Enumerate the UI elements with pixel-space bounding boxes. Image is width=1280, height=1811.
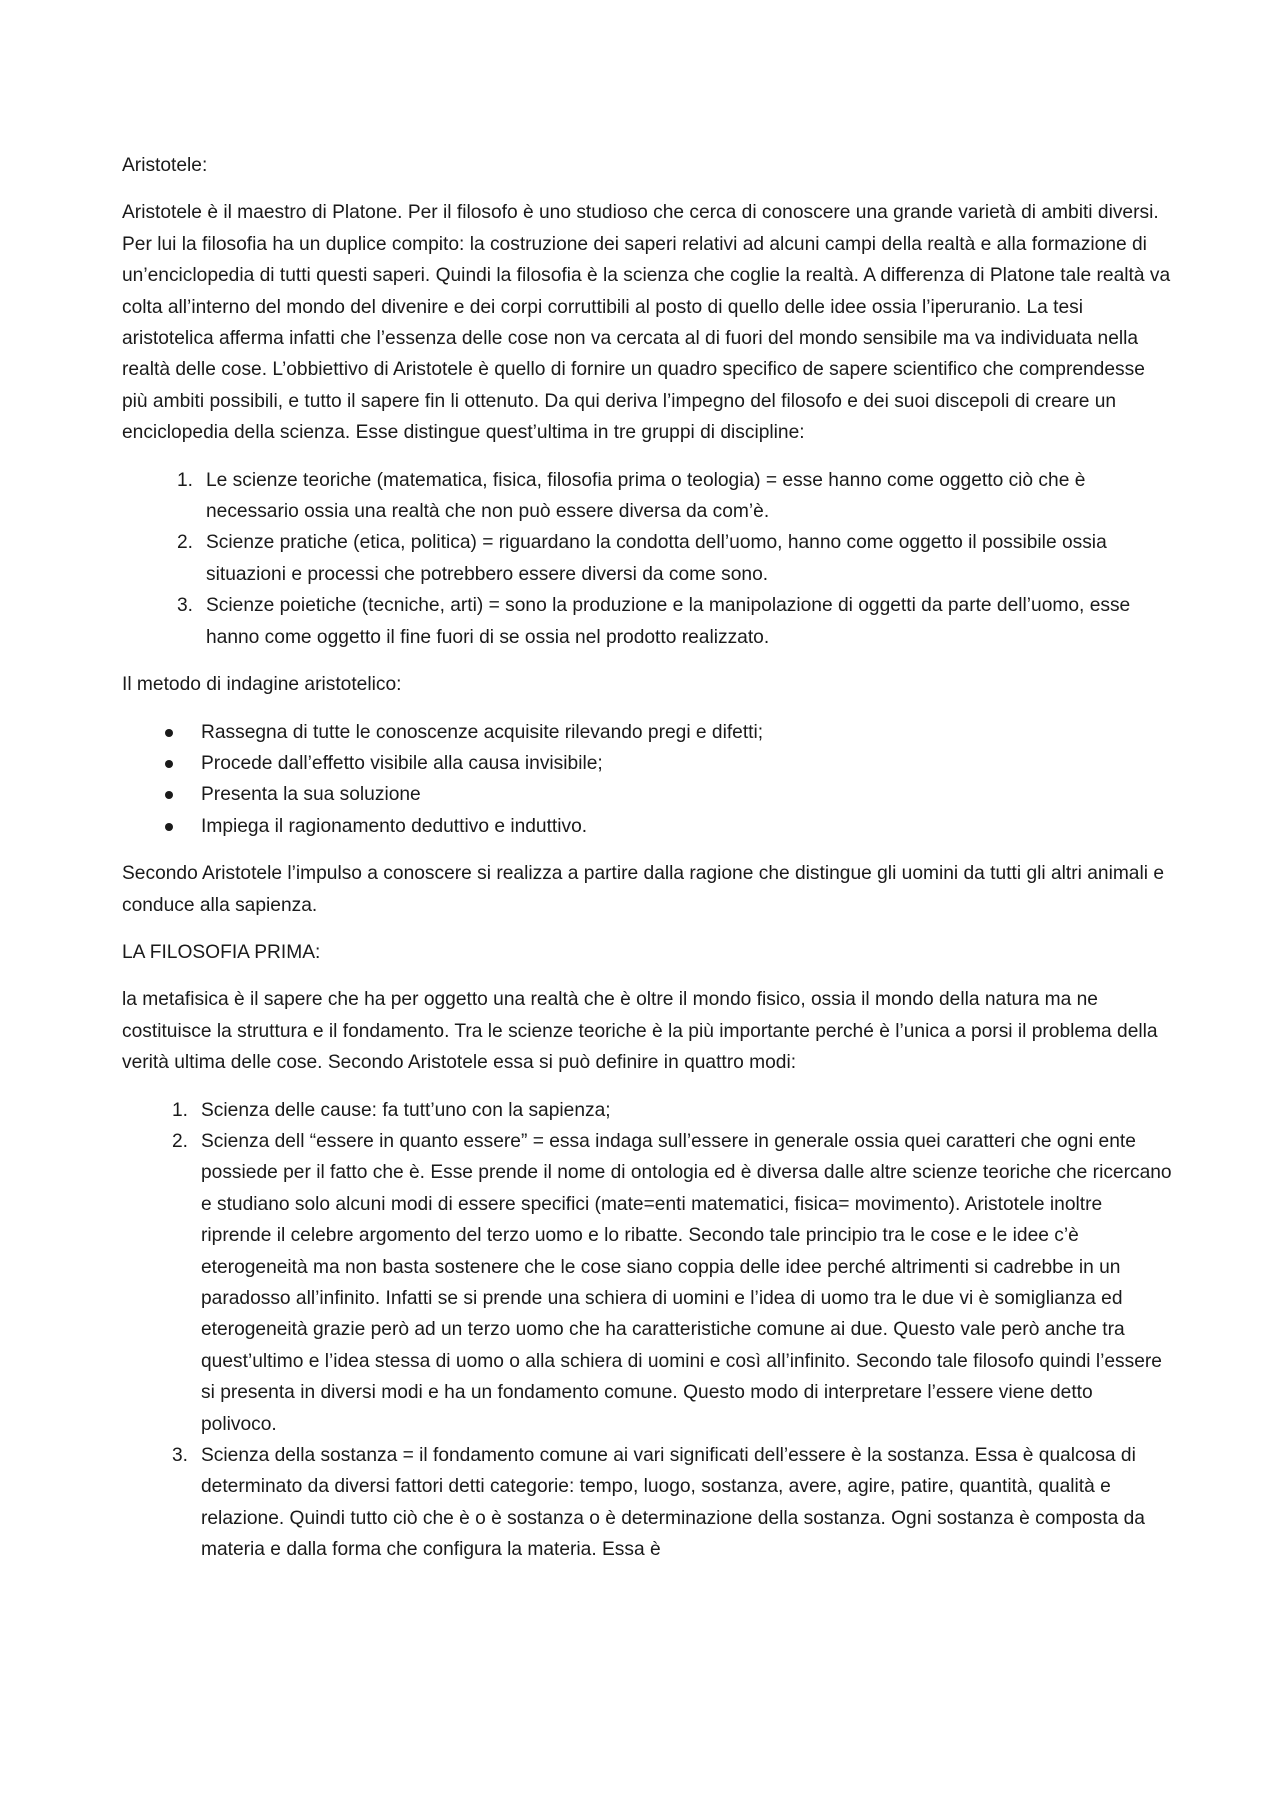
impulse-paragraph: Secondo Aristotele l’impulso a conoscere si realizza a partire dalla ragione che distingue gli uomini da tutti gli altri animali e conduce alla sapienza. <box>122 863 1165 916</box>
method-list <box>122 717 1172 843</box>
list-item-text: Scienza delle cause: fa tutt’uno con la sapienza; <box>201 1099 611 1121</box>
list-item-text: Le scienze teoriche (matematica, fisica, filosofia prima o teologia) = esse hanno come oggetto ciò che è necessario ossia una realtà che non può essere diversa da com’è. <box>206 469 1086 523</box>
list-item-text: Impiega il ragionamento deduttivo e induttivo. <box>201 815 588 837</box>
list-number: 3. <box>176 595 193 617</box>
list-item-text: Scienze pratiche (etica, politica) = riguardano la condotta dell’uomo, hanno come oggetto il possibile ossia situazioni e processi che potrebbero essere diversi da come sono. <box>206 532 1107 585</box>
bullet-icon <box>165 760 173 768</box>
list-item <box>171 1126 1172 1440</box>
list-item <box>201 748 1172 779</box>
bullet-icon <box>165 791 173 799</box>
list-item <box>201 779 1172 810</box>
document-page <box>122 150 1172 1582</box>
list-number: 1. <box>171 1099 188 1121</box>
list-item <box>171 1440 1172 1566</box>
list-item <box>171 1095 1172 1126</box>
list-number: 2. <box>171 1130 188 1152</box>
list-item <box>176 465 1172 528</box>
definitions-list <box>122 1095 1172 1566</box>
sciences-list <box>122 465 1172 653</box>
list-item-text: Scienze poietiche (tecniche, arti) = sono la produzione e la manipolazione di oggetti da parte dell’uomo, esse hanno come oggetto il fine fuori di se ossia nel prodotto realizzato. <box>206 595 1131 648</box>
list-number: 1. <box>176 469 193 491</box>
section-heading: LA FILOSOFIA PRIMA: <box>122 941 321 963</box>
bullet-icon <box>165 823 173 831</box>
list-item-text: Scienza della sostanza = il fondamento comune ai vari significati dell’essere è la sostanza. Essa è qualcosa di determinato da diversi fattori detti categorie: tempo, luogo, sostanza, avere, agire, patire, quantità, qualità e relazione. Quindi tutto ciò che è o è sostanza o è determinazione della sostanza. Ogni sostanza è composta da materia e dalla forma che configura la materia. Essa è <box>201 1445 1145 1561</box>
list-item <box>176 590 1172 653</box>
list-item <box>201 811 1172 842</box>
list-item <box>201 717 1172 748</box>
intro-paragraph: Aristotele è il maestro di Platone. Per il filosofo è uno studioso che cerca di conoscere una grande varietà di ambiti diversi. Per lui la filosofia ha un duplice compito: la costruzione dei saperi relativi ad alcuni campi della realtà e alla formazione di un’enciclopedia di tutti questi saperi. Quindi la filosofia è la scienza che coglie la realtà. A differenza di Platone tale realtà va colta all’interno del mondo del divenire e dei corpi corruttibili al posto di quello delle idee ossia l’iperuranio. La tesi aristotelica afferma infatti che l’essenza delle cose non va cercata al di fuori del mondo sensibile ma va individuata nella realtà delle cose. L’obbiettivo di Aristotele è quello di fornire un quadro specifico de sapere scientifico che comprendesse più ambiti possibili, e tutto il sapere fin li ottenuto. Da qui deriva l’impegno del filosofo e dei suoi discepoli di creare un enciclopedia della scienza. Esse distingue quest’ultima in tre gruppi di discipline: <box>122 202 1171 444</box>
list-number: 3. <box>171 1445 188 1467</box>
metaphysics-paragraph: la metafisica è il sapere che ha per oggetto una realtà che è oltre il mondo fisico, ossia il mondo della natura ma ne costituisce la struttura e il fondamento. Tra le scienze teoriche è la più importante perché è l’unica a porsi il problema della verità ultima delle cose. Secondo Aristotele essa si può definire in quattro modi: <box>122 989 1158 1074</box>
list-item <box>176 527 1172 590</box>
list-item-text: Procede dall’effetto visibile alla causa invisibile; <box>201 752 603 774</box>
list-number: 2. <box>176 532 193 554</box>
list-item-text: Scienza dell “essere in quanto essere” = essa indaga sull’essere in generale ossia quei caratteri che ogni ente possiede per il fatto che è. Esse prende il nome di ontologia ed è diversa dalle altre scienze teoriche che ricercano e studiano solo alcuni modi di essere specifici (mate=enti matematici, fisica= movimento). Aristotele inoltre riprende il celebre argomento del terzo uomo e lo ribatte. Secondo tale principio tra le cose e le idee c’è eterogeneità ma non basta sostenere che le cose siano coppia delle idee perché altrimenti si cadrebbe in un paradosso all’infinito. Infatti se si prende una schiera di uomini e l’idea di uomo tra le due vi è somiglianza ed eterogeneità grazie però ad un terzo uomo che ha caratteristiche comune ai due. Questo vale però anche tra quest’ultimo e l’idea stessa di uomo o alla schiera di uomini e così all’infinito. Secondo tale filosofo quindi l’essere si presenta in diversi modi e ha un fondamento comune. Questo modo di interpretare l’essere viene detto polivoco. <box>201 1130 1172 1435</box>
page-title: Aristotele: <box>122 155 208 176</box>
list-item-text: Rassegna di tutte le conoscenze acquisite rilevando pregi e difetti; <box>201 721 764 743</box>
bullet-icon <box>165 729 173 737</box>
method-heading: Il metodo di indagine aristotelico: <box>122 674 402 696</box>
list-item-text: Presenta la sua soluzione <box>201 784 421 806</box>
